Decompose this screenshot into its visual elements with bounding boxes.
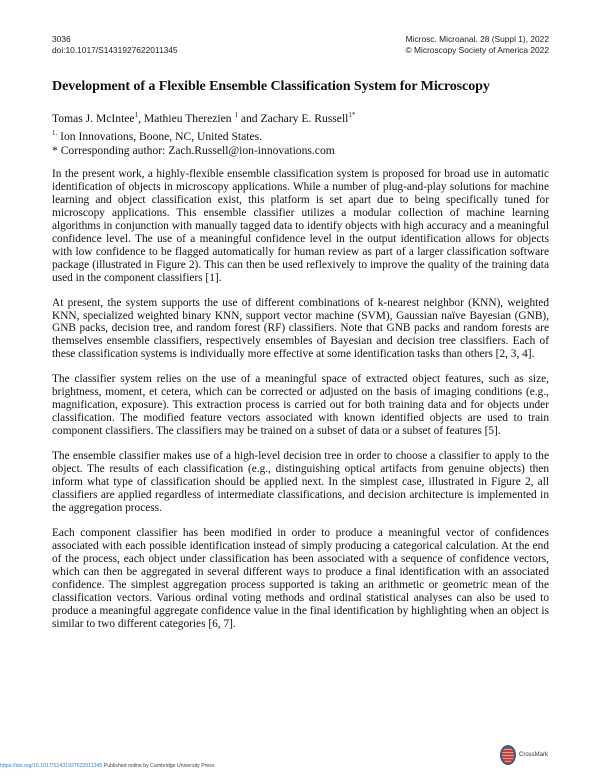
paragraph: Each component classifier has been modified in order to produce a meaningful vector of confidences associated with each possible identification instead of simply producing a categorical calculation. At the end of the process, each object under classification has been associated with a sequence of confidence vectors, which can then be aggregated in several different ways to produce a final identification with an associated confidence. The simplest aggregation process supported is taking an arithmetic or geometric mean of the classification vectors. Various ordinal voting methods and ordinal statistical analyses can also be used to produce a meaningful aggregate confidence value in the final identification by highlighting when an object is similar to two different categories [6, 7]. (52, 526, 549, 630)
paragraph: The ensemble classifier makes use of a high-level decision tree in order to choose a classifier to apply to the object. The results of each classification (e.g., distinguishing optical artifacts from genuine objects) then inform what type of classification should be applied next. In the simplest case, illustrated in Figure 2, all classifiers are applied regardless of intermediate classifications, and decision architecture is implemented in the aggregation process. (52, 450, 549, 514)
author-separator: and (237, 112, 261, 125)
author-name: Mathieu Therezien (143, 112, 232, 125)
header-right (406, 34, 550, 56)
crossmark-label: CrossMark (519, 752, 549, 758)
copyright: © Microscopy Society of America 2022 (405, 45, 549, 55)
author-sup: 1 (134, 111, 139, 119)
authors (52, 112, 355, 126)
affiliation-text: Ion Innovations, Boone, NC, United States. (57, 130, 263, 143)
footer (0, 763, 214, 769)
author-separator: , (138, 112, 144, 125)
header-left (52, 34, 178, 56)
crossmark-icon (500, 745, 516, 765)
affiliation (52, 130, 335, 144)
journal-citation: Microsc. Microanal. 28 (Suppl 1), 2022 (405, 34, 549, 44)
author-sup: 1* (348, 111, 356, 119)
author-name: Zachary E. Russell (260, 112, 349, 125)
published-note: Published online by Cambridge University Press (102, 763, 215, 769)
affiliation-sup: 1. (52, 129, 58, 137)
page-number: 3036 (52, 34, 71, 44)
author-sup: 1 (234, 111, 238, 119)
author-name: Tomas J. McIntee (52, 112, 135, 125)
corresponding-author: * Corresponding author: Zach.Russell@ion-innovations.com (52, 144, 335, 157)
paragraph: In the present work, a highly-flexible ensemble classification system is proposed for broad use in automatic identification of objects in microscopy applications. While a number of plug-and-play solutions for machine learning and object classification exist, this platform is set apart due to being specifically tuned for microscopy applications. This ensemble classifier utilizes a modular collection of machine learning algorithms in conjunction with manually tagged data to identify objects with high accuracy and a meaningful confidence level. The use of a meaningful confidence level in the output identification allows for objects with low confidence to be flagged automatically for human review as part of a larger classification software package (illustrated in Figure 2). This can then be used reflexively to improve the quality of the training data used in the component classifiers [1]. (52, 168, 549, 284)
paper-title: Development of a Flexible Ensemble Classification System for Microscopy (52, 78, 490, 94)
crossmark-badge[interactable] (500, 745, 548, 765)
body-text (52, 168, 549, 643)
paragraph: The classifier system relies on the use of a meaningful space of extracted object features, such as size, brightness, moment, et cetera, which can be corrected or adjusted on the basis of imaging conditions (e.g., magnification, exposure). This extraction process is carried out for both training data and for objects under classification. The modified feature vectors associated with known identified objects are used to train component classifiers. The classifiers may be trained on a subset of data or a subset of features [5]. (52, 373, 549, 438)
doi: doi:10.1017/S1431927622011345 (52, 45, 178, 55)
affiliations (52, 130, 335, 158)
paragraph: At present, the system supports the use of different combinations of k-nearest neighbor (KNN), weighted KNN, specialized weighted binary KNN, support vector machine (SVM), Gaussian naïve Bayesian (GNB), GNB packs, decision tree, and random forest (RF) classifiers. Note that GNB packs and random forests are themselves ensemble classifiers, respectively ensembles of Bayesian and decision tree classifiers. Each of these classification systems is individually more effective at some identification tasks than others [2, 3, 4]. (52, 296, 549, 361)
doi-link[interactable]: https://doi.org/10.1017/S1431927622011345 (0, 763, 103, 769)
